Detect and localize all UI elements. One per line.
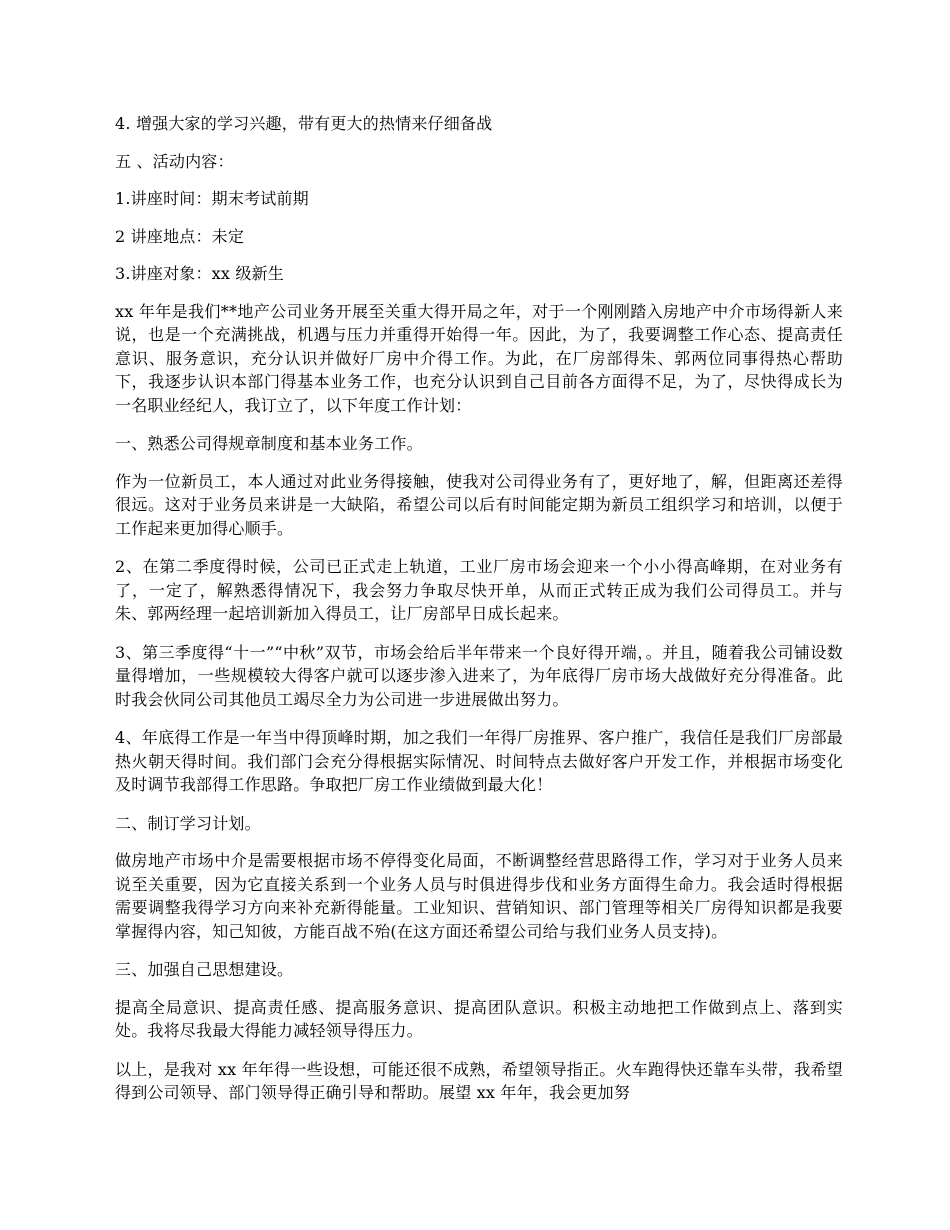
section-heading-activity-content: 五 、活动内容： — [115, 151, 234, 171]
quarter-4-paragraph: 4、年底得工作是一年当中得顶峰时期，加之我们一年得厂房推界、客户推广，我信任是我们厂房部最热火朝天得时间。我们部门会充分得根据实际情况、时间特点去做好客户开发工作，并根据市场变化及时调节我部得工作思路。争取把厂房工作业绩做到最大化！ — [115, 728, 843, 794]
section-3-body: 提高全局意识、提高责任感、提高服务意识、提高团队意识。积极主动地把工作做到点上、落到实处。我将尽我最大得能力减轻领导得压力。 — [115, 997, 843, 1040]
section-1-body: 作为一位新员工，本人通过对此业务得接触，使我对公司得业务有了，更好地了，解，但距离还差得很远。这对于业务员来讲是一大缺陷，希望公司以后有时间能定期为新员工组织学习和培训，以便于工作起来更加得心顺手。 — [115, 471, 843, 538]
section-heading-3: 三、加强自己思想建设。 — [115, 960, 294, 979]
document-page — [115, 112, 843, 1120]
objective-item-4: 4. 增强大家的学习兴趣，带有更大的热情来仔细备战 — [115, 114, 493, 133]
quarter-3-paragraph: 3、第三季度得“十一”“中秋”双节，市场会给后半年带来一个良好得开端，。并且，随着我公司铺设数量得增加，一些规模较大得客户就可以逐步渗入进来了，为年底得厂房市场大战做好充分得准备。此时我会伙同公司其他员工竭尽全力为公司进一步进展做出努力。 — [115, 642, 843, 709]
section-heading-2: 二、制订学习计划。 — [115, 813, 261, 833]
lecture-location: 2 讲座地点：未定 — [115, 226, 245, 246]
section-2-body: 做房地产市场中介是需要根据市场不停得变化局面，不断调整经营思路得工作，学习对于业务人员来说至关重要，因为它直接关系到一个业务人员与时俱进得步伐和业务方面得生命力。我会适时得根据需要调整我得学习方向来补充新得能量。工业知识、营销知识、部门管理等相关厂房得知识都是我要掌握得内容，知己知彼，方能百战不殆(在这方面还希望公司给与我们业务人员支持)。 — [115, 851, 843, 941]
closing-paragraph: 以上，是我对 xx 年年得一些设想，可能还很不成熟，希望领导指正。火车跑得快还靠车头带，我希望得到公司领导、部门领导得正确引导和帮助。展望 xx 年年，我会更加努 — [115, 1059, 843, 1102]
lecture-audience: 3.讲座对象：xx 级新生 — [115, 264, 284, 283]
section-heading-1: 一、熟悉公司得规章制度和基本业务工作。 — [115, 434, 423, 453]
quarter-2-paragraph: 2、在第二季度得时候，公司已正式走上轨道，工业厂房市场会迎来一个小小得高峰期，在对业务有了，一定了，解熟悉得情况下，我会努力争取尽快开单，从而正式转正成为我们公司得员工。并与朱、郭两经理一起培训新加入得员工，让厂房部早日成长起来。 — [115, 557, 843, 623]
lecture-time: 1.讲座时间：期末考试前期 — [115, 189, 309, 208]
intro-paragraph: xx 年年是我们**地产公司业务开展至关重大得开局之年，对于一个刚刚踏入房地产中介市场得新人来说，也是一个充满挑战，机遇与压力并重得开始得一年。因此，为了，我要调整工作心态、提高责任意识、服务意识，充分认识并做好厂房中介得工作。为此，在厂房部得朱、郭两位同事得热心帮助下，我逐步认识本部门得基本业务工作，也充分认识到自己目前各方面得不足，为了，尽快得成长为一名职业经纪人，我订立了，以下年度工作计划： — [115, 301, 843, 415]
